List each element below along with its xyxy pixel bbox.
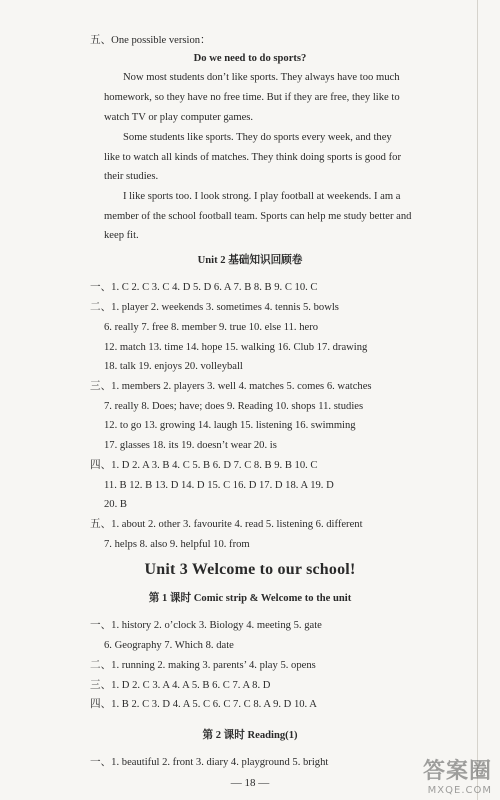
unit3-title: Unit 3 Welcome to our school! <box>144 561 356 578</box>
answer-line: 一、1. history 2. o’clock 3. Biology 4. meeting 5. gate <box>90 620 322 631</box>
essay-line: keep fit. <box>104 230 139 241</box>
watermark-text: 答案圈 <box>422 759 492 784</box>
answer-line: 20. B <box>104 499 127 510</box>
essay-line: like to watch all kinds of matches. They think doing sports is good for <box>104 152 401 163</box>
page-binding-line <box>477 0 478 800</box>
answer-line: 四、1. D 2. A 3. B 4. C 5. B 6. D 7. C 8. B 9. B 10. C <box>90 460 318 471</box>
answer-line: 12. to go 13. growing 14. laugh 15. listening 16. swimming <box>104 420 356 431</box>
answer-line: 二、1. player 2. weekends 3. sometimes 4. tennis 5. bowls <box>90 302 339 313</box>
essay-line: I like sports too. I look strong. I play football at weekends. I am a <box>123 191 401 202</box>
unit2-title: Unit 2 基础知识回顾卷 <box>197 255 303 266</box>
watermark-logo <box>423 754 492 796</box>
answer-line: 三、1. members 2. players 3. well 4. matches 5. comes 6. watches <box>90 381 372 392</box>
answer-line: 7. helps 8. also 9. helpful 10. from <box>104 539 250 550</box>
answer-line: 二、1. running 2. making 3. parents’ 4. play 5. opens <box>90 660 316 671</box>
essay-line: member of the school football team. Sports can help me study better and <box>104 211 412 222</box>
answer-line: 17. glasses 18. its 19. doesn’t wear 20. is <box>104 440 277 451</box>
answer-line: 12. match 13. time 14. hope 15. walking 16. Club 17. drawing <box>104 342 368 353</box>
essay-line: watch TV or play computer games. <box>104 112 254 123</box>
essay-title: Do we need to do sports? <box>193 53 307 64</box>
answer-line: 一、1. beautiful 2. front 3. diary 4. playground 5. bright <box>90 757 329 768</box>
watermark-url: MXQE.COM <box>427 785 492 796</box>
essay-line: Now most students don’t like sports. They always have too much <box>123 72 400 83</box>
answer-line: 18. talk 19. enjoys 20. volleyball <box>104 361 243 372</box>
section5-heading: 五、One possible version： <box>90 35 211 46</box>
answer-line: 6. Geography 7. Which 8. date <box>104 640 234 651</box>
lesson2-title: 第 2 课时 Reading(1) <box>202 730 298 741</box>
answer-line: 一、1. C 2. C 3. C 4. D 5. D 6. A 7. B 8. B 9. C 10. C <box>90 282 318 293</box>
answer-line: 三、1. D 2. C 3. A 4. A 5. B 6. C 7. A 8. D <box>90 680 271 691</box>
answer-line: 五、1. about 2. other 3. favourite 4. read 5. listening 6. different <box>90 519 363 530</box>
essay-line: their studies. <box>104 171 159 182</box>
answer-line: 11. B 12. B 13. D 14. D 15. C 16. D 17. D 18. A 19. D <box>104 480 334 491</box>
answer-line: 四、1. B 2. C 3. D 4. A 5. C 6. C 7. C 8. A 9. D 10. A <box>90 699 317 710</box>
lesson1-title: 第 1 课时 Comic strip & Welcome to the unit <box>148 593 352 604</box>
answer-line: 7. really 8. Does; have; does 9. Reading 10. shops 11. studies <box>104 401 364 412</box>
essay-line: Some students like sports. They do sports every week, and they <box>123 132 392 143</box>
answer-line: 6. really 7. free 8. member 9. true 10. else 11. hero <box>104 322 319 333</box>
page-number: — 18 — <box>230 777 270 789</box>
essay-line: homework, so they have no free time. But if they are free, they like to <box>104 92 400 103</box>
